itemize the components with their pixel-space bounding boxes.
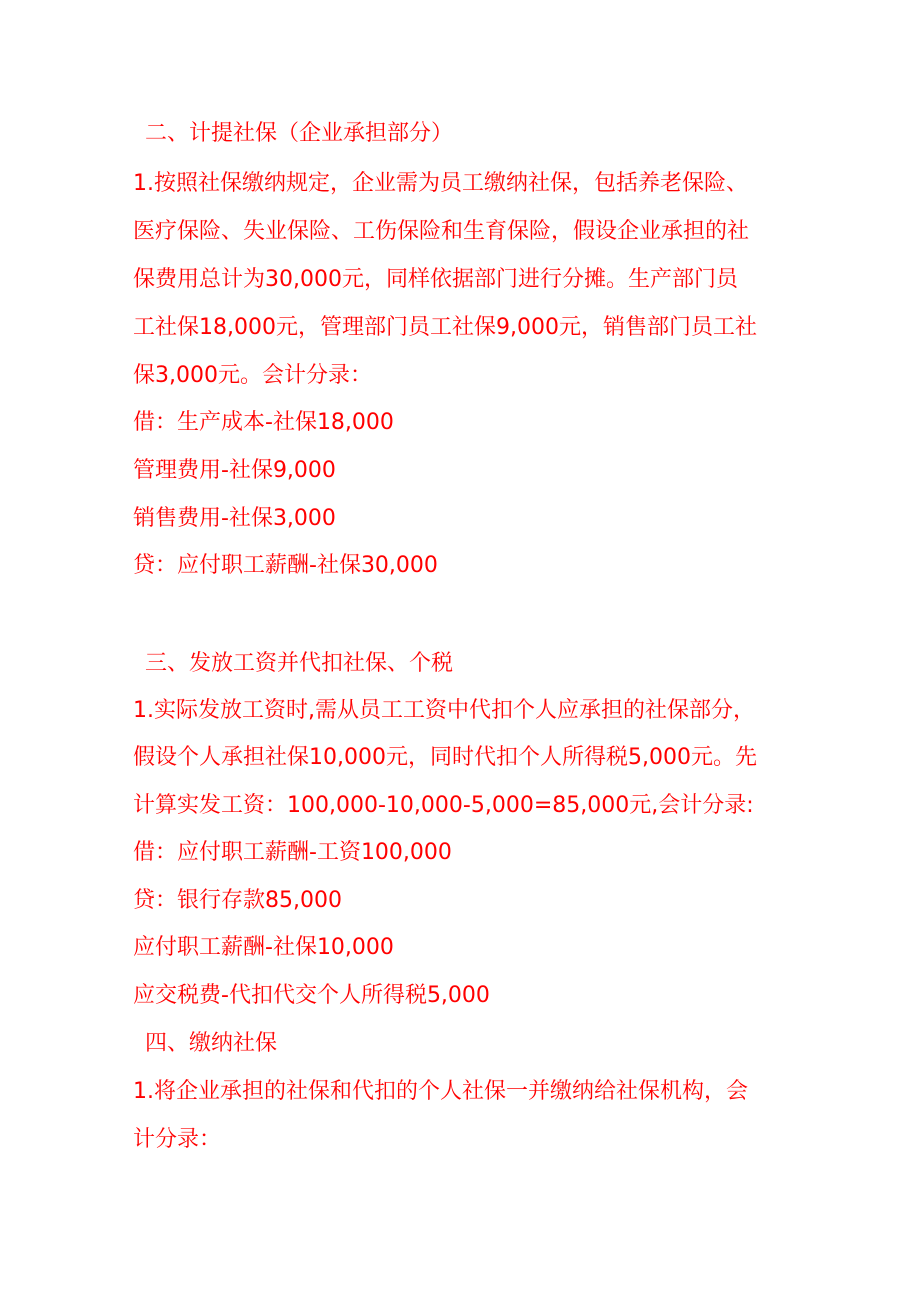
paragraph-line: 计分录： [133, 1127, 222, 1152]
section-heading: 三、发放工资并代扣社保、个税 [145, 651, 454, 676]
journal-entry-line: 管理费用-社保9,000 [133, 458, 336, 483]
paragraph-line: 1.按照社保缴纳规定，企业需为员工缴纳社保，包括养老保险、 [133, 171, 748, 196]
paragraph-line: 工社保18,000元，管理部门员工社保9,000元，销售部门员工社 [133, 315, 757, 340]
journal-entry-line: 借：应付职工薪酬-工资100,000 [133, 840, 452, 865]
paragraph-line: 1.将企业承担的社保和代扣的个人社保一并缴纳给社保机构，会 [133, 1079, 748, 1104]
paragraph-line: 1.实际发放工资时,需从员工工资中代扣个人应承担的社保部分， [133, 698, 755, 723]
paragraph-line: 保3,000元。会计分录： [133, 363, 372, 388]
journal-entry-line: 销售费用-社保3,000 [133, 506, 336, 531]
section-heading: 二、计提社保（企业承担部分） [145, 121, 454, 146]
journal-entry-line: 应交税费-代扣代交个人所得税5,000 [133, 983, 490, 1008]
paragraph-line: 计算实发工资：100,000-10,000-5,000=85,000元,会计分录: [133, 793, 754, 818]
paragraph-line: 保费用总计为30,000元，同样依据部门进行分摊。生产部门员 [133, 267, 738, 292]
paragraph-line: 假设个人承担社保10,000元，同时代扣个人所得税5,000元。先 [133, 745, 757, 770]
journal-entry-line: 借：生产成本-社保18,000 [133, 410, 394, 435]
journal-entry-line: 应付职工薪酬-社保10,000 [133, 935, 394, 960]
journal-entry-line: 贷：银行存款85,000 [133, 888, 342, 913]
section-heading: 四、缴纳社保 [145, 1031, 278, 1056]
journal-entry-line: 贷：应付职工薪酬-社保30,000 [133, 553, 438, 578]
paragraph-line: 医疗保险、失业保险、工伤保险和生育保险，假设企业承担的社 [133, 219, 750, 244]
